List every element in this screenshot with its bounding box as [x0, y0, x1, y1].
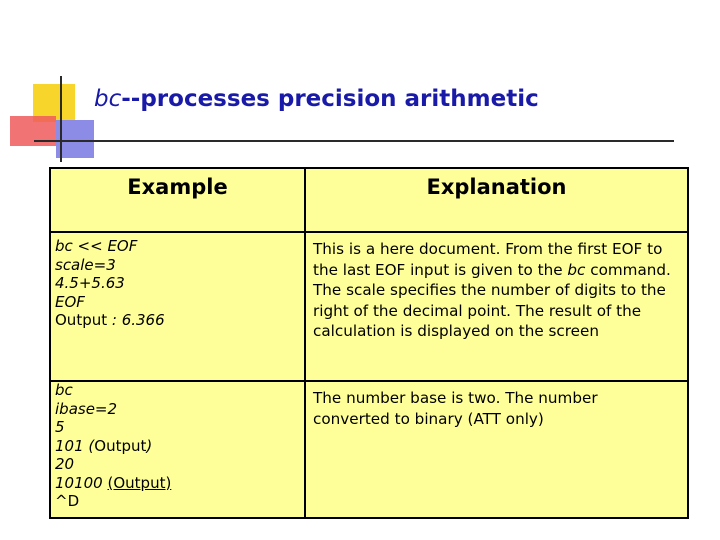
row2-example: [55, 381, 171, 511]
explanation-text: command.: [585, 260, 671, 279]
output-label: Output: [55, 311, 108, 329]
code-line: [55, 311, 165, 330]
title-text: --processes precision arithmetic: [121, 86, 539, 112]
code-line: [55, 474, 171, 493]
header-explanation: Explanation: [426, 175, 567, 199]
explanation-text: the last EOF input is given to the: [313, 260, 568, 279]
code-line: bc << EOF: [55, 237, 138, 255]
bc-command-text: bc: [567, 260, 586, 279]
code-line: ibase=2: [55, 399, 118, 418]
output-label: (Output): [107, 473, 172, 492]
decorative-vertical-line: [60, 76, 62, 162]
output-close: ): [146, 436, 153, 455]
explanation-line: right of the decimal point. The result of the: [313, 301, 642, 320]
header-example: Example: [127, 175, 228, 199]
output-value: 10100: [55, 473, 108, 492]
slide-title: [94, 86, 539, 112]
output-value: : 6.366: [107, 311, 165, 329]
code-line: 4.5+5.63: [55, 274, 125, 292]
code-line: ^D: [55, 492, 80, 510]
code-line: 20: [55, 455, 75, 473]
code-line: bc: [55, 381, 73, 399]
example-table: [49, 167, 689, 519]
code-line: EOF: [55, 292, 85, 311]
title-command: bc: [94, 86, 122, 112]
row2-explanation: [313, 388, 685, 429]
explanation-line: converted to binary (ATT only): [313, 409, 544, 428]
code-line: scale=3: [55, 255, 116, 274]
header-divider: [51, 231, 687, 233]
explanation-line: The number base is two. The number: [313, 389, 598, 407]
row1-example: [55, 237, 165, 330]
explanation-line: The scale specifies the number of digits to the: [313, 281, 666, 299]
code-line: 5: [55, 418, 65, 436]
column-divider: [304, 169, 306, 517]
explanation-line: calculation is displayed on the screen: [313, 322, 599, 340]
explanation-line: This is a here document. From the first EOF to: [313, 240, 663, 258]
output-label: Output: [94, 436, 147, 455]
code-line: [55, 437, 171, 456]
title-underline: [34, 140, 674, 142]
output-value: 101 (: [55, 436, 95, 455]
row1-explanation: [313, 239, 685, 342]
explanation-line: [313, 260, 685, 281]
